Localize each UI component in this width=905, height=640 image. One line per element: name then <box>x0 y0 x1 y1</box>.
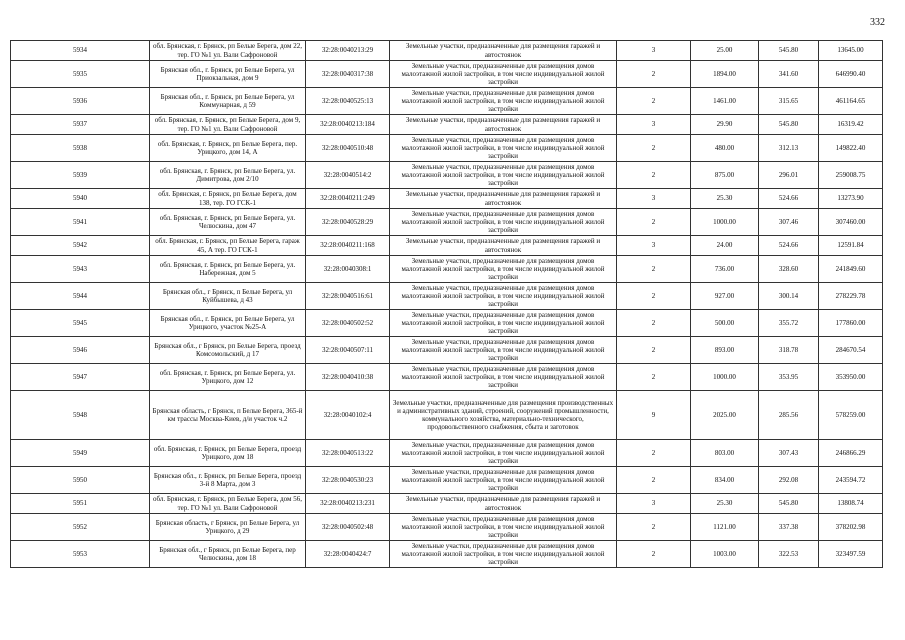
land-use-cell: Земельные участки, предназначенные для размещения домов малоэтажной жилой застройки, в том числе индивидуальной жилой застройки <box>390 364 617 391</box>
row-number: 5947 <box>11 364 150 391</box>
row-number: 5943 <box>11 256 150 283</box>
area-cell: 24.00 <box>691 236 759 256</box>
area-cell: 927.00 <box>691 283 759 310</box>
cadastral-number-cell: 32:28:0040211:249 <box>306 189 390 209</box>
rate-cell: 312.13 <box>759 135 819 162</box>
land-use-cell: Земельные участки, предназначенные для размещения производственных и административных зданий, строений, сооружений промышленности, коммунального хозяйства, материально-технического, продовольственного снабжения, сбыта и заготовок <box>390 391 617 440</box>
cadastral-number-cell: 32:28:0040213:231 <box>306 494 390 514</box>
group-cell: 2 <box>617 310 691 337</box>
group-cell: 2 <box>617 337 691 364</box>
area-cell: 480.00 <box>691 135 759 162</box>
cadastral-number-cell: 32:28:0040525:13 <box>306 88 390 115</box>
cadastral-number-cell: 32:28:0040516:61 <box>306 283 390 310</box>
group-cell: 2 <box>617 514 691 541</box>
cadastral-number-cell: 32:28:0040102:4 <box>306 391 390 440</box>
row-number: 5946 <box>11 337 150 364</box>
area-cell: 875.00 <box>691 162 759 189</box>
land-use-cell: Земельные участки, предназначенные для размещения домов малоэтажной жилой застройки, в том числе индивидуальной жилой застройки <box>390 256 617 283</box>
table-row <box>11 41 883 61</box>
address-cell: обл. Брянская, г. Брянск, рп Белые Берега, гараж 45, А тер. ГО ГСК-1 <box>150 236 306 256</box>
land-use-cell: Земельные участки, предназначенные для размещения гаражей и автостоянок <box>390 189 617 209</box>
rate-cell: 300.14 <box>759 283 819 310</box>
rate-cell: 328.60 <box>759 256 819 283</box>
row-number: 5950 <box>11 467 150 494</box>
cadastral-number-cell: 32:28:0040513:22 <box>306 440 390 467</box>
rate-cell: 285.56 <box>759 391 819 440</box>
group-cell: 2 <box>617 61 691 88</box>
cadastral-value-cell: 13645.00 <box>819 41 883 61</box>
table-row <box>11 364 883 391</box>
address-cell: Брянская обл., г. Брянск, рп Белые Берега, проезд 3-й 8 Марта, дом 3 <box>150 467 306 494</box>
address-cell: Брянская область, г Брянск, рп Белые Берега, ул Урицкого, д 29 <box>150 514 306 541</box>
cadastral-value-cell: 307460.00 <box>819 209 883 236</box>
cadastral-number-cell: 32:28:0040507:11 <box>306 337 390 364</box>
table-body <box>11 41 883 568</box>
area-cell: 1003.00 <box>691 541 759 568</box>
cadastral-number-cell: 32:28:0040213:29 <box>306 41 390 61</box>
group-cell: 3 <box>617 494 691 514</box>
table-row <box>11 310 883 337</box>
cadastral-value-cell: 353950.00 <box>819 364 883 391</box>
row-number: 5942 <box>11 236 150 256</box>
table-row <box>11 494 883 514</box>
group-cell: 2 <box>617 440 691 467</box>
land-use-cell: Земельные участки, предназначенные для размещения домов малоэтажной жилой застройки, в том числе индивидуальной жилой застройки <box>390 467 617 494</box>
cadastral-value-cell: 461164.65 <box>819 88 883 115</box>
cadastral-value-cell: 13273.90 <box>819 189 883 209</box>
table-row <box>11 391 883 440</box>
cadastral-registry-table <box>10 40 883 568</box>
cadastral-value-cell: 578259.00 <box>819 391 883 440</box>
cadastral-number-cell: 32:28:0040528:29 <box>306 209 390 236</box>
group-cell: 3 <box>617 115 691 135</box>
address-cell: Брянская обл., г Брянск, рп Белые Берега, пер Челюскина, дом 18 <box>150 541 306 568</box>
table-row <box>11 541 883 568</box>
rate-cell: 341.60 <box>759 61 819 88</box>
area-cell: 29.90 <box>691 115 759 135</box>
cadastral-value-cell: 12591.84 <box>819 236 883 256</box>
table-row <box>11 115 883 135</box>
row-number: 5953 <box>11 541 150 568</box>
area-cell: 736.00 <box>691 256 759 283</box>
table-row <box>11 283 883 310</box>
address-cell: обл. Брянская, г. Брянск, рп Белые Берега, дом 22, тер. ГО №1 ул. Вали Сафроновой <box>150 41 306 61</box>
land-use-cell: Земельные участки, предназначенные для размещения домов малоэтажной жилой застройки, в том числе индивидуальной жилой застройки <box>390 440 617 467</box>
cadastral-number-cell: 32:28:0040510:48 <box>306 135 390 162</box>
group-cell: 2 <box>617 364 691 391</box>
cadastral-value-cell: 284670.54 <box>819 337 883 364</box>
table-row <box>11 337 883 364</box>
cadastral-number-cell: 32:28:0040530:23 <box>306 467 390 494</box>
address-cell: обл. Брянская, г. Брянск, рп Белые Берега, ул. Урицкого, дом 12 <box>150 364 306 391</box>
cadastral-number-cell: 32:28:0040317:38 <box>306 61 390 88</box>
cadastral-value-cell: 259008.75 <box>819 162 883 189</box>
table-row <box>11 209 883 236</box>
land-use-cell: Земельные участки, предназначенные для размещения гаражей и автостоянок <box>390 494 617 514</box>
rate-cell: 296.01 <box>759 162 819 189</box>
land-use-cell: Земельные участки, предназначенные для размещения гаражей и автостоянок <box>390 236 617 256</box>
rate-cell: 318.78 <box>759 337 819 364</box>
row-number: 5940 <box>11 189 150 209</box>
address-cell: обл. Брянская, г. Брянск, рп Белые Берега, ул. Димитрова, дом 2/10 <box>150 162 306 189</box>
group-cell: 2 <box>617 88 691 115</box>
rate-cell: 545.80 <box>759 115 819 135</box>
address-cell: Брянская область, г Брянск, п Белые Берега, 365-й км трассы Москва-Киев, д/и участок ч.2 <box>150 391 306 440</box>
area-cell: 25.30 <box>691 494 759 514</box>
rate-cell: 353.95 <box>759 364 819 391</box>
table-row <box>11 189 883 209</box>
cadastral-number-cell: 32:28:0040502:48 <box>306 514 390 541</box>
address-cell: обл. Брянская, г. Брянск, рп Белые Берега, проезд Урицкого, дом 18 <box>150 440 306 467</box>
rate-cell: 337.38 <box>759 514 819 541</box>
group-cell: 3 <box>617 236 691 256</box>
group-cell: 2 <box>617 256 691 283</box>
cadastral-value-cell: 646990.40 <box>819 61 883 88</box>
land-use-cell: Земельные участки, предназначенные для размещения домов малоэтажной жилой застройки, в том числе индивидуальной жилой застройки <box>390 541 617 568</box>
group-cell: 2 <box>617 209 691 236</box>
table-row <box>11 236 883 256</box>
cadastral-value-cell: 246866.29 <box>819 440 883 467</box>
rate-cell: 524.66 <box>759 236 819 256</box>
row-number: 5936 <box>11 88 150 115</box>
row-number: 5944 <box>11 283 150 310</box>
area-cell: 1000.00 <box>691 364 759 391</box>
rate-cell: 322.53 <box>759 541 819 568</box>
area-cell: 893.00 <box>691 337 759 364</box>
land-use-cell: Земельные участки, предназначенные для размещения домов малоэтажной жилой застройки, в том числе индивидуальной жилой застройки <box>390 88 617 115</box>
group-cell: 2 <box>617 541 691 568</box>
address-cell: обл. Брянская, г. Брянск, рп Белые Берега, дом 56, тер. ГО №1 ул. Вали Сафроновой <box>150 494 306 514</box>
cadastral-number-cell: 32:28:0040514:2 <box>306 162 390 189</box>
group-cell: 2 <box>617 135 691 162</box>
rate-cell: 315.65 <box>759 88 819 115</box>
row-number: 5934 <box>11 41 150 61</box>
row-number: 5938 <box>11 135 150 162</box>
rate-cell: 307.46 <box>759 209 819 236</box>
cadastral-value-cell: 243594.72 <box>819 467 883 494</box>
table-row <box>11 88 883 115</box>
land-use-cell: Земельные участки, предназначенные для размещения домов малоэтажной жилой застройки, в том числе индивидуальной жилой застройки <box>390 283 617 310</box>
address-cell: обл. Брянская, г. Брянск, рп Белые Берега, дом 9, тер. ГО №1 ул. Вали Сафроновой <box>150 115 306 135</box>
address-cell: обл. Брянская, г. Брянск, рп Белые Берега, ул. Челюскина, дом 47 <box>150 209 306 236</box>
land-use-cell: Земельные участки, предназначенные для размещения домов малоэтажной жилой застройки, в том числе индивидуальной жилой застройки <box>390 514 617 541</box>
table-row <box>11 514 883 541</box>
cadastral-value-cell: 149822.40 <box>819 135 883 162</box>
cadastral-value-cell: 16319.42 <box>819 115 883 135</box>
row-number: 5945 <box>11 310 150 337</box>
cadastral-number-cell: 32:28:0040410:38 <box>306 364 390 391</box>
table-row <box>11 256 883 283</box>
row-number: 5951 <box>11 494 150 514</box>
cadastral-value-cell: 278229.78 <box>819 283 883 310</box>
cadastral-number-cell: 32:28:0040211:168 <box>306 236 390 256</box>
row-number: 5949 <box>11 440 150 467</box>
page-number: 332 <box>870 17 885 28</box>
row-number: 5952 <box>11 514 150 541</box>
cadastral-number-cell: 32:28:0040308:1 <box>306 256 390 283</box>
rate-cell: 545.80 <box>759 41 819 61</box>
cadastral-number-cell: 32:28:0040213:184 <box>306 115 390 135</box>
area-cell: 25.30 <box>691 189 759 209</box>
rate-cell: 524.66 <box>759 189 819 209</box>
row-number: 5948 <box>11 391 150 440</box>
area-cell: 25.00 <box>691 41 759 61</box>
table-row <box>11 135 883 162</box>
row-number: 5941 <box>11 209 150 236</box>
row-number: 5937 <box>11 115 150 135</box>
group-cell: 2 <box>617 162 691 189</box>
table-row <box>11 467 883 494</box>
address-cell: Брянская обл., г. Брянск, рп Белые Берега, ул Урицкого, участок №25-А <box>150 310 306 337</box>
address-cell: Брянская обл., г Брянск, п Белые Берега, ул Куйбышева, д 43 <box>150 283 306 310</box>
land-use-cell: Земельные участки, предназначенные для размещения домов малоэтажной жилой застройки, в том числе индивидуальной жилой застройки <box>390 135 617 162</box>
address-cell: обл. Брянская, г. Брянск, рп Белые Берега, пер. Урицкого, дом 14, А <box>150 135 306 162</box>
cadastral-value-cell: 177860.00 <box>819 310 883 337</box>
area-cell: 1894.00 <box>691 61 759 88</box>
area-cell: 1461.00 <box>691 88 759 115</box>
cadastral-value-cell: 323497.59 <box>819 541 883 568</box>
address-cell: обл. Брянская, г. Брянск, рп Белые Берега, ул. Набережная, дом 5 <box>150 256 306 283</box>
address-cell: Брянская обл., г Брянск, рп Белые Берега, проезд Комсомольский, д 17 <box>150 337 306 364</box>
group-cell: 3 <box>617 41 691 61</box>
address-cell: Брянская обл., г. Брянск, рп Белые Берега, ул Коммунарная, д 59 <box>150 88 306 115</box>
rate-cell: 355.72 <box>759 310 819 337</box>
row-number: 5939 <box>11 162 150 189</box>
rate-cell: 292.08 <box>759 467 819 494</box>
table-row <box>11 61 883 88</box>
rate-cell: 545.80 <box>759 494 819 514</box>
group-cell: 3 <box>617 189 691 209</box>
group-cell: 2 <box>617 283 691 310</box>
land-use-cell: Земельные участки, предназначенные для размещения домов малоэтажной жилой застройки, в том числе индивидуальной жилой застройки <box>390 337 617 364</box>
address-cell: Брянская обл., г. Брянск, рп Белые Берега, ул Приокзальная, дом 9 <box>150 61 306 88</box>
area-cell: 834.00 <box>691 467 759 494</box>
cadastral-value-cell: 241849.60 <box>819 256 883 283</box>
land-use-cell: Земельные участки, предназначенные для размещения домов малоэтажной жилой застройки, в том числе индивидуальной жилой застройки <box>390 209 617 236</box>
land-use-cell: Земельные участки, предназначенные для размещения гаражей и автостоянок <box>390 41 617 61</box>
cadastral-number-cell: 32:28:0040502:52 <box>306 310 390 337</box>
cadastral-value-cell: 13808.74 <box>819 494 883 514</box>
land-use-cell: Земельные участки, предназначенные для размещения домов малоэтажной жилой застройки, в том числе индивидуальной жилой застройки <box>390 61 617 88</box>
area-cell: 500.00 <box>691 310 759 337</box>
group-cell: 2 <box>617 467 691 494</box>
row-number: 5935 <box>11 61 150 88</box>
table-row <box>11 440 883 467</box>
area-cell: 803.00 <box>691 440 759 467</box>
rate-cell: 307.43 <box>759 440 819 467</box>
area-cell: 1121.00 <box>691 514 759 541</box>
table-row <box>11 162 883 189</box>
area-cell: 2025.00 <box>691 391 759 440</box>
address-cell: обл. Брянская, г. Брянск, рп Белые Берега, дом 138, тер. ГО ГСК-1 <box>150 189 306 209</box>
cadastral-number-cell: 32:28:0040424:7 <box>306 541 390 568</box>
land-use-cell: Земельные участки, предназначенные для размещения домов малоэтажной жилой застройки, в том числе индивидуальной жилой застройки <box>390 162 617 189</box>
area-cell: 1000.00 <box>691 209 759 236</box>
group-cell: 9 <box>617 391 691 440</box>
land-use-cell: Земельные участки, предназначенные для размещения гаражей и автостоянок <box>390 115 617 135</box>
land-use-cell: Земельные участки, предназначенные для размещения домов малоэтажной жилой застройки, в том числе индивидуальной жилой застройки <box>390 310 617 337</box>
cadastral-value-cell: 378202.98 <box>819 514 883 541</box>
